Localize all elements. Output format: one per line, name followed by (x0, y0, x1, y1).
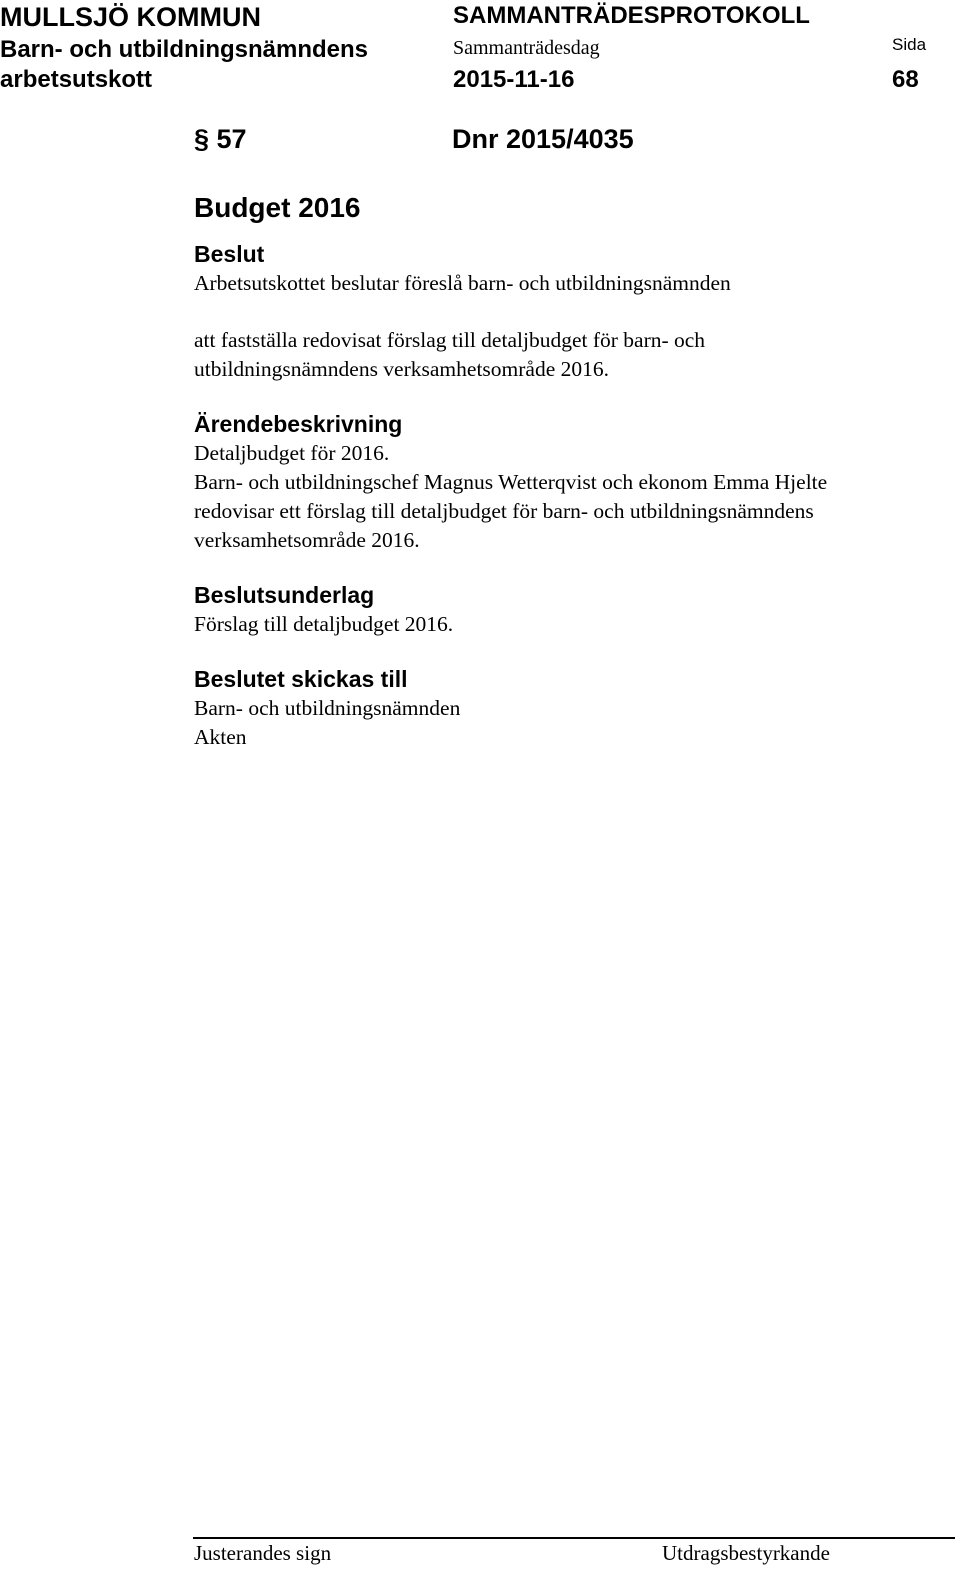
case-content (194, 190, 934, 752)
sent-to-heading: Beslutet skickas till (194, 666, 408, 692)
signature-label: Justerandes sign (194, 1541, 332, 1565)
footer-divider (193, 1537, 955, 1539)
document-type: SAMMANTRÄDESPROTOKOLL (453, 2, 810, 29)
meeting-date: 2015-11-16 (453, 66, 575, 93)
description-line4: verksamhetsområde 2016. (194, 528, 420, 552)
decision-heading: Beslut (194, 241, 265, 267)
department-name-line2: arbetsutskott (0, 66, 153, 93)
basis-text: Förslag till detaljbudget 2016. (194, 612, 454, 636)
organization-name: MULLSJÖ KOMMUN (0, 2, 261, 32)
recipient: Akten (194, 725, 247, 749)
page-label: Sida (892, 35, 927, 54)
decision-intro: Arbetsutskottet beslutar föreslå barn- och utbildningsnämnden (194, 271, 731, 295)
recipient: Barn- och utbildningsnämnden (194, 696, 461, 720)
meeting-date-label: Sammanträdesdag (453, 37, 600, 59)
basis-heading: Beslutsunderlag (194, 582, 375, 608)
description-line2: Barn- och utbildningschef Magnus Wetterqvist och ekonom Emma Hjelte (194, 470, 828, 494)
case-title: Budget 2016 (194, 192, 361, 223)
description-line1: Detaljbudget för 2016. (194, 441, 390, 465)
case-dnr: Dnr 2015/4035 (452, 124, 634, 154)
department-name-line1: Barn- och utbildningsnämndens (0, 36, 369, 63)
extract-certification-label: Utdragsbestyrkande (662, 1541, 830, 1565)
paragraph-number: § 57 (194, 124, 247, 154)
description-heading: Ärendebeskrivning (194, 411, 403, 437)
decision-text-line1: att fastställa redovisat förslag till detaljbudget för barn- och (194, 328, 706, 352)
decision-text-line2: utbildningsnämndens verksamhetsområde 2016. (194, 357, 609, 381)
description-line3: redovisar ett förslag till detaljbudget för barn- och utbildningsnämndens (194, 499, 814, 523)
page-number: 68 (892, 66, 919, 93)
